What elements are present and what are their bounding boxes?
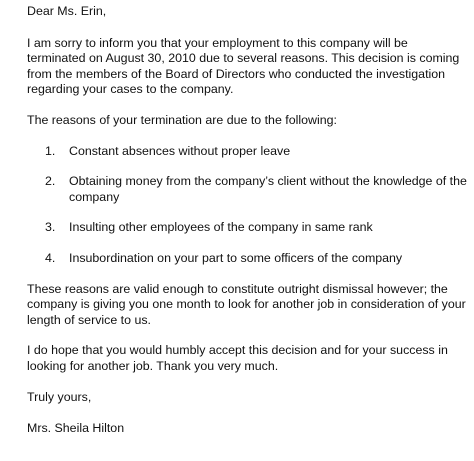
- paragraph-line: from the members of the Board of Directors who conducted the investigation: [27, 66, 446, 81]
- paragraph-line: length of service to us.: [27, 312, 151, 327]
- reason-number: 2.: [45, 174, 56, 189]
- reason-item: [27, 174, 471, 205]
- reasons-intro: The reasons of your termination are due to the following:: [27, 112, 337, 127]
- reason-text: Insulting other employees of the company in same rank: [69, 220, 373, 235]
- reason-text: Constant absences without proper leave: [69, 143, 291, 158]
- reason-item: [27, 251, 471, 267]
- letter-closing: Truly yours,: [27, 389, 92, 404]
- letter-paragraph-notice: [27, 36, 471, 98]
- paragraph-line: company is giving you one month to look for another job in consideration of your: [27, 297, 466, 312]
- signature-name: Mrs. Sheila Hilton: [27, 421, 125, 436]
- reasons-list: [27, 144, 471, 267]
- letter-paragraph-offer: [27, 282, 471, 329]
- reason-number: 1.: [45, 143, 56, 158]
- reason-number: 3.: [45, 220, 56, 235]
- reason-text: Insubordination on your part to some officers of the company: [69, 250, 403, 265]
- paragraph-line: terminated on August 30, 2010 due to several reasons. This decision is coming: [27, 51, 460, 66]
- reason-number: 4.: [45, 250, 56, 265]
- reason-item: [27, 220, 471, 236]
- paragraph-line: regarding your cases to the company.: [27, 82, 234, 97]
- reason-item: [27, 144, 471, 160]
- reason-text: Obtaining money from the company’s client without the knowledge of the: [69, 174, 467, 189]
- reason-text: company: [69, 189, 120, 204]
- paragraph-line: These reasons are valid enough to constitute outright dismissal however; the: [27, 281, 448, 296]
- letter-paragraph-wishes: [27, 343, 471, 374]
- paragraph-line: I am sorry to inform you that your employment to this company will be: [27, 35, 408, 50]
- termination-letter: [27, 4, 471, 437]
- paragraph-line: looking for another job. Thank you very much.: [27, 358, 279, 373]
- paragraph-line: I do hope that you would humbly accept this decision and for your success in: [27, 343, 448, 358]
- letter-greeting: Dear Ms. Erin,: [27, 4, 107, 18]
